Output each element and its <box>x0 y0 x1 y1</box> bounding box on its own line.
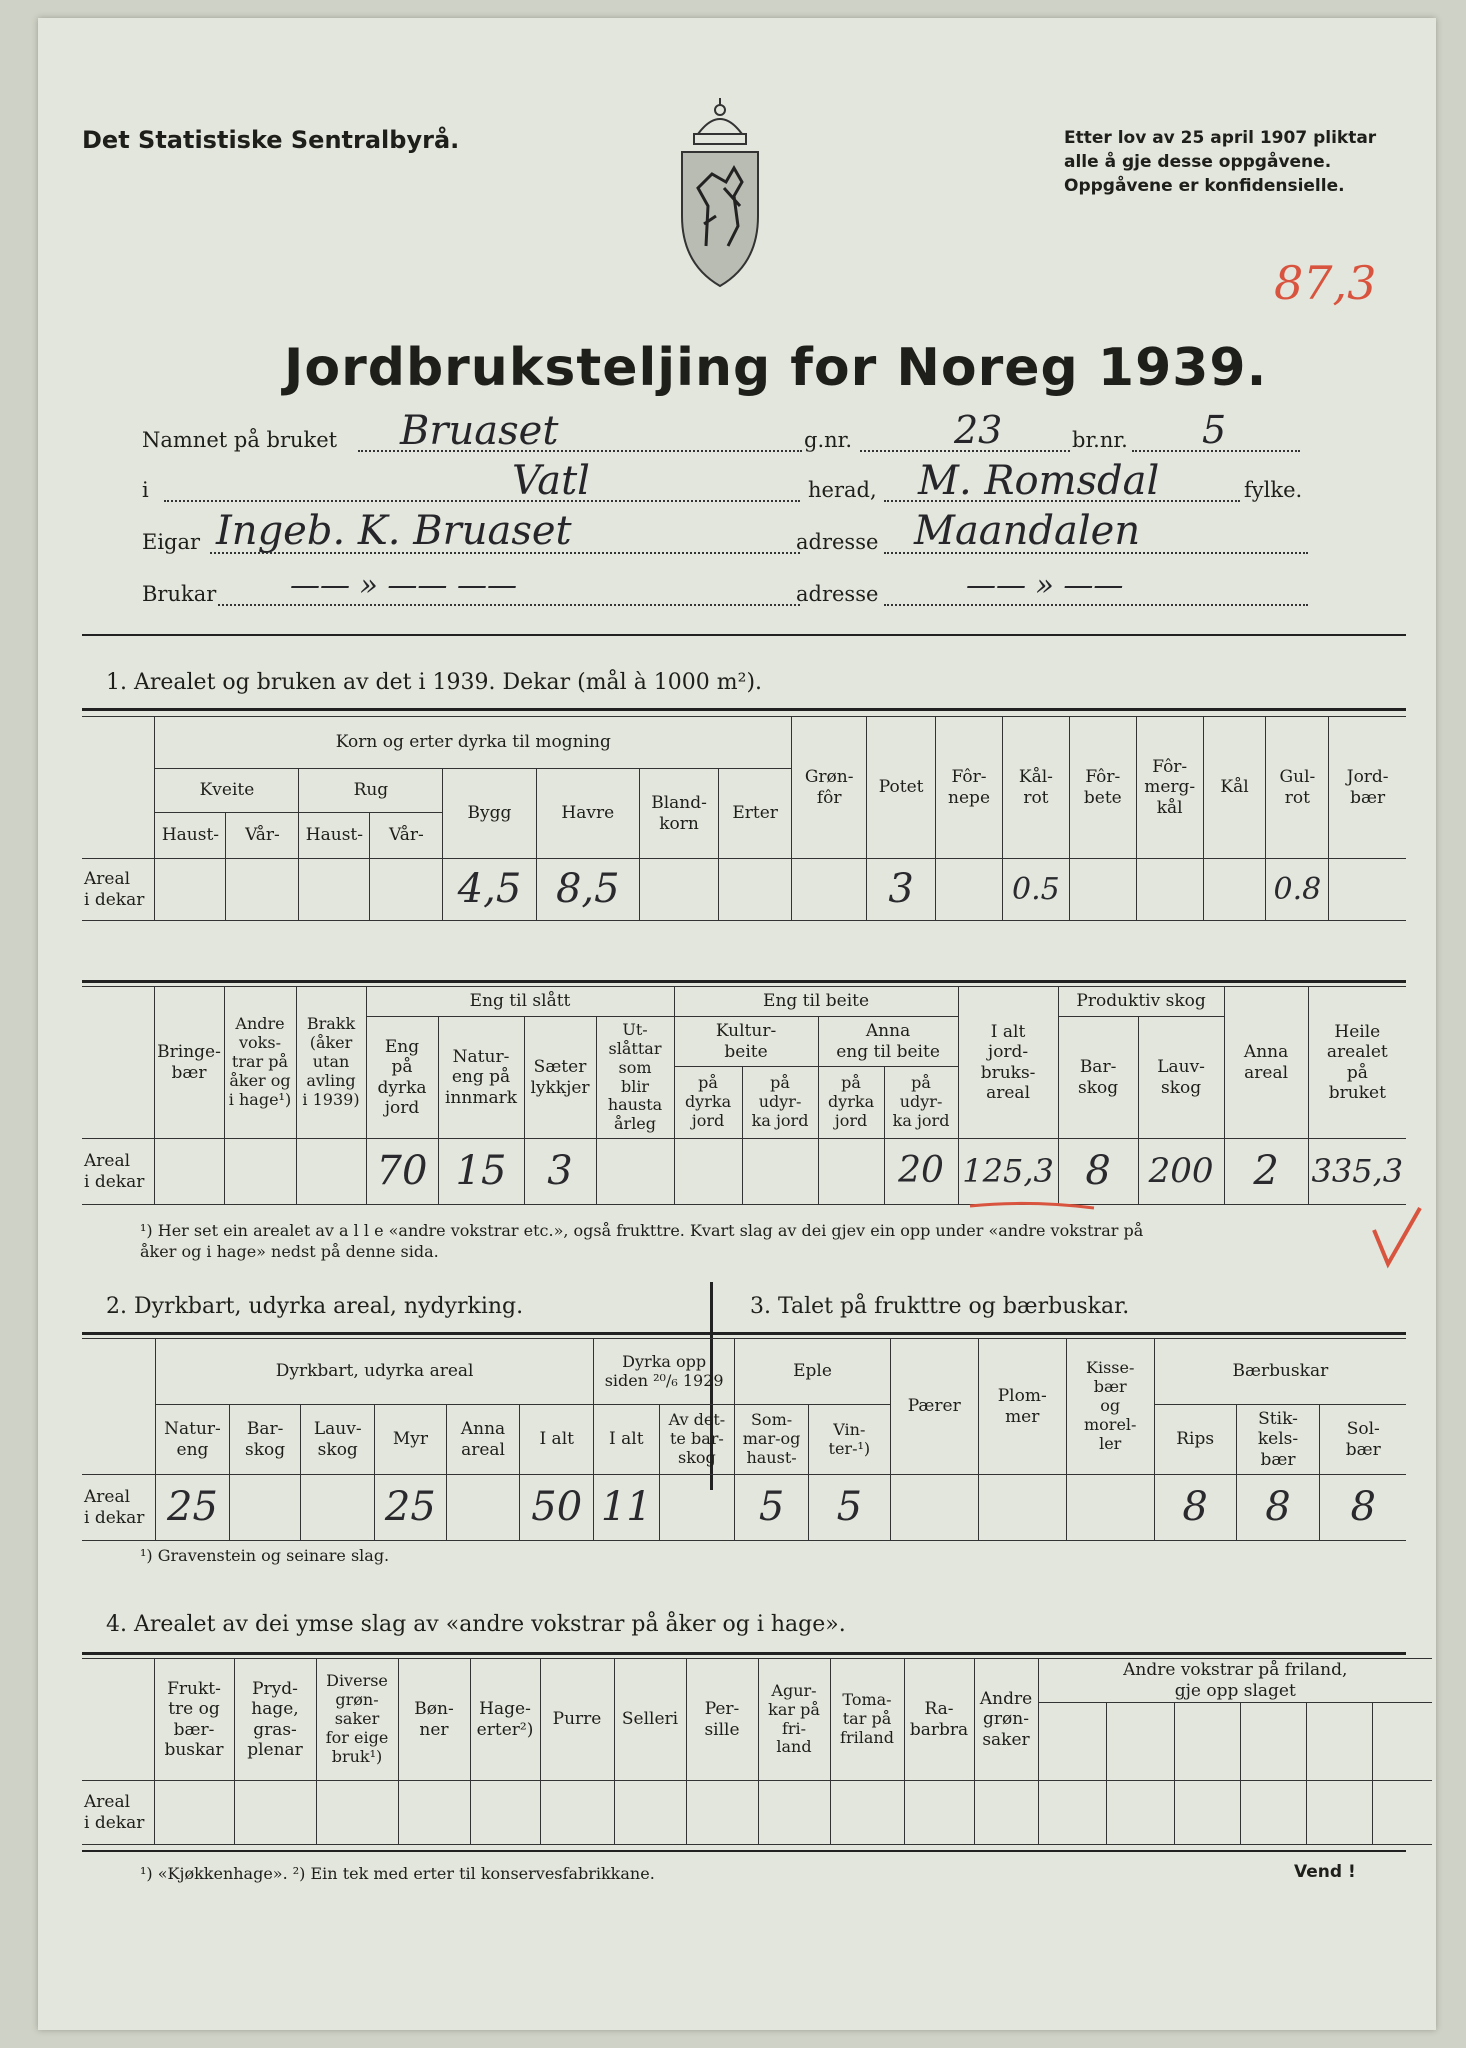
header-hageerter: Hage- erter²) <box>470 1659 540 1781</box>
header-tomatar: Toma- tar på friland <box>830 1659 904 1781</box>
cell-friland-4 <box>1240 1781 1306 1845</box>
cell-friland-2 <box>1106 1781 1174 1845</box>
cell-erter <box>719 859 792 921</box>
header-eple: Eple <box>735 1339 891 1405</box>
header-kalrot: Kål- rot <box>1002 717 1069 859</box>
cell-brakk <box>296 1139 366 1205</box>
header-jordbaer: Jord- bær <box>1329 717 1406 859</box>
cell-solbaer: 8 <box>1320 1475 1406 1541</box>
row-label-header-4 <box>82 1659 154 1781</box>
header-anna-areal-2: Anna areal <box>446 1405 520 1475</box>
header-lauvskog-2: Lauv- skog <box>301 1405 375 1475</box>
header-prydhage: Pryd- hage, gras- plenar <box>234 1659 316 1781</box>
header-frukttre: Frukt- tre og bær- buskar <box>154 1659 234 1781</box>
cell-anna-areal-2 <box>446 1475 520 1541</box>
header-kissebaer: Kisse- bær og morel- ler <box>1066 1339 1154 1475</box>
cell-persille <box>686 1781 758 1845</box>
cell-anna-udyrka: 20 <box>884 1139 958 1205</box>
cell-utslattar <box>596 1139 674 1205</box>
cell-kveite-haust <box>155 859 226 921</box>
cell-andre-gronsaker <box>974 1781 1038 1845</box>
section3-heading: 3. Talet på frukttre og bærbuskar. <box>750 1294 1130 1319</box>
cell-purre <box>540 1781 614 1845</box>
row-label: Areal i dekar <box>82 859 155 921</box>
cell-prydhage <box>234 1781 316 1845</box>
header-kulturbeite: Kultur- beite <box>674 1017 818 1067</box>
header-naturleg-eng: Natur- eng på innmark <box>438 1017 524 1139</box>
cell-jordbaer <box>1329 859 1406 921</box>
brukar-value: —— » —— —— <box>290 568 517 603</box>
header-friland-slot-1 <box>1038 1703 1106 1781</box>
header-rug: Rug <box>299 769 443 813</box>
eigar-label: Eigar <box>142 530 201 554</box>
cell-barskog: 8 <box>1058 1139 1138 1205</box>
farm-name-value: Bruaset <box>400 408 559 454</box>
header-produktiv-skog: Produktiv skog <box>1058 987 1224 1017</box>
header-lauvskog: Lauv- skog <box>1138 1017 1224 1139</box>
cell-sommar: 5 <box>735 1475 809 1541</box>
header-i-alt-dyrka: I alt <box>594 1405 659 1475</box>
header-eng-beite: Eng til beite <box>674 987 958 1017</box>
header-i-alt-jordbruk: I alt jord- bruks- areal <box>958 987 1058 1139</box>
cell-kultur-udyrka <box>742 1139 818 1205</box>
gnr-value: 23 <box>954 408 1003 452</box>
cell-eng-dyrka: 70 <box>366 1139 438 1205</box>
cell-anna-dyrka <box>818 1139 884 1205</box>
header-friland-slot-3 <box>1174 1703 1240 1781</box>
header-fornepe: Fôr- nepe <box>936 717 1003 859</box>
cell-i-alt-dyrka: 11 <box>594 1475 659 1541</box>
fylke-label: fylke. <box>1244 478 1303 502</box>
cell-rips: 8 <box>1154 1475 1236 1541</box>
cell-rug-haust <box>299 859 370 921</box>
header-rug-var: Vår- <box>370 813 443 859</box>
header-anna-dyrka: på dyrka jord <box>818 1067 884 1139</box>
org-name: Det Statistiske Sentralbyrå. <box>82 126 460 154</box>
header-rug-haust: Haust- <box>299 813 370 859</box>
cell-kveite-var <box>226 859 299 921</box>
footnote-section1: ¹) Her set ein arealet av a l l e «andre vokstrar etc.», også frukttre. Kvart slag av dei gjev ein opp under «andre vokstrar på åker og i hage» nedst på denne sida. <box>140 1221 1144 1261</box>
header-brakk: Brakk (åker utan avling i 1939) <box>296 987 366 1139</box>
herad-label: herad, <box>808 478 877 502</box>
eigar-adresse-value: Maandalen <box>914 508 1141 554</box>
header-av-dette: Av det- te bar- skog <box>659 1405 735 1475</box>
margin-note: 87,3 <box>1274 256 1377 310</box>
cell-friland-3 <box>1174 1781 1240 1845</box>
cell-i-alt-2: 50 <box>520 1475 594 1541</box>
header-gulrot: Gul- rot <box>1266 717 1329 859</box>
namnet-label: Namnet på bruket <box>142 428 338 452</box>
header-kveite-var: Vår- <box>226 813 299 859</box>
header-barskog: Bar- skog <box>1058 1017 1138 1139</box>
cell-blandkorn <box>640 859 719 921</box>
cell-havre: 8,5 <box>536 859 639 921</box>
law-line-1: Etter lov av 25 april 1907 pliktar <box>1064 128 1377 148</box>
table-area-use-1 <box>82 716 1406 921</box>
header-purre: Purre <box>540 1659 614 1781</box>
cell-stikkelsbaer: 8 <box>1236 1475 1320 1541</box>
cell-hageerter <box>470 1781 540 1845</box>
gnr-label: g.nr. <box>804 428 853 452</box>
row-label-header-3 <box>82 1339 156 1475</box>
header-friland-slot-6 <box>1372 1703 1432 1781</box>
cell-rug-var <box>370 859 443 921</box>
header-korn-erter: Korn og erter dyrka til mogning <box>155 717 792 769</box>
header-anna-areal: Anna areal <box>1224 987 1308 1139</box>
form-title: Jordbruksteljing for Noreg 1939. <box>284 338 1268 398</box>
header-saeter: Sæter lykkjer <box>524 1017 596 1139</box>
brnr-label: br.nr. <box>1072 428 1128 452</box>
header-barskog-2: Bar- skog <box>229 1405 301 1475</box>
header-rips: Rips <box>1154 1405 1236 1475</box>
eigar-adresse-label: adresse <box>796 530 879 554</box>
header-selleri: Selleri <box>614 1659 686 1781</box>
red-underline-mark <box>968 1198 1096 1212</box>
header-dyrkbart: Dyrkbart, udyrka areal <box>156 1339 594 1405</box>
footnote-section2: ¹) Gravenstein og seinare slag. <box>140 1546 390 1565</box>
cell-potet: 3 <box>867 859 936 921</box>
cell-lauvskog: 200 <box>1138 1139 1224 1205</box>
header-friland-slot-5 <box>1306 1703 1372 1781</box>
header-kultur-udyrka: på udyr- ka jord <box>742 1067 818 1139</box>
header-forbete: Fôr- bete <box>1069 717 1136 859</box>
header-sommar: Som- mar-og haust- <box>735 1405 809 1475</box>
header-havre: Havre <box>536 769 639 859</box>
header-blandkorn: Bland- korn <box>640 769 719 859</box>
header-naturleg-eng-2: Natur- eng <box>156 1405 230 1475</box>
cell-av-dette <box>659 1475 735 1541</box>
header-bygg: Bygg <box>443 769 536 859</box>
header-anna-eng: Anna eng til beite <box>818 1017 958 1067</box>
header-i-alt-2: I alt <box>520 1405 594 1475</box>
brukar-adresse-value: —— » —— <box>966 568 1124 603</box>
cell-friland-1 <box>1038 1781 1106 1845</box>
row-label-4: Areal i dekar <box>82 1781 154 1845</box>
cell-bonner <box>398 1781 470 1845</box>
header-eng-slatt: Eng til slått <box>366 987 674 1017</box>
brukar-adresse-label: adresse <box>796 582 879 606</box>
cell-naturleg-eng: 15 <box>438 1139 524 1205</box>
brukar-label: Brukar <box>142 582 217 606</box>
form-page <box>38 18 1436 2030</box>
table-dyrkbart-frukttre <box>82 1338 1406 1541</box>
cell-forbete <box>1069 859 1136 921</box>
header-kveite: Kveite <box>155 769 299 813</box>
cell-naturleg-eng-2: 25 <box>156 1475 230 1541</box>
cell-myr: 25 <box>375 1475 447 1541</box>
cell-bygg: 4,5 <box>443 859 536 921</box>
header-kultur-dyrka: på dyrka jord <box>674 1067 742 1139</box>
law-line-2: alle å gje desse oppgåvene. <box>1064 152 1332 172</box>
cell-kissebaer <box>1066 1475 1154 1541</box>
header-bringebaer: Bringe- bær <box>154 987 224 1139</box>
header-stikkelsbaer: Stik- kels- bær <box>1236 1405 1320 1475</box>
vend-note: Vend ! <box>1294 1862 1356 1882</box>
coat-of-arms-emblem <box>668 96 772 292</box>
cell-heile-arealet: 335,3 <box>1308 1139 1406 1205</box>
header-formergkal: Fôr- merg- kål <box>1136 717 1203 859</box>
cell-plommer <box>978 1475 1066 1541</box>
cell-anna-areal: 2 <box>1224 1139 1308 1205</box>
cell-rabarbra <box>904 1781 974 1845</box>
header-kal: Kål <box>1203 717 1266 859</box>
cell-lauvskog-2 <box>301 1475 375 1541</box>
header-erter: Erter <box>719 769 792 859</box>
cell-frukttre <box>154 1781 234 1845</box>
header-paerer: Pærer <box>890 1339 978 1475</box>
cell-tomatar <box>830 1781 904 1845</box>
header-eng-dyrka: Eng på dyrka jord <box>366 1017 438 1139</box>
cell-friland-5 <box>1306 1781 1372 1845</box>
row-label-3: Areal i dekar <box>82 1475 156 1541</box>
header-diverse-gronsaker: Diverse grøn- saker for eige bruk¹) <box>316 1659 398 1781</box>
header-andre-friland: Andre vokstrar på friland, gje opp slaget <box>1038 1659 1432 1703</box>
cell-i-alt-jordbruk: 125,3 <box>958 1139 1058 1205</box>
cell-bringebaer <box>154 1139 224 1205</box>
header-andre-gronsaker: Andre grøn- saker <box>974 1659 1038 1781</box>
cell-kalrot: 0.5 <box>1002 859 1069 921</box>
header-dyrka-opp: Dyrka opp siden ²⁰/₆ 1929 <box>594 1339 735 1405</box>
header-kveite-haust: Haust- <box>155 813 226 859</box>
header-heile-arealet: Heile arealet på bruket <box>1308 987 1406 1139</box>
header-baerbuskar: Bærbuskar <box>1154 1339 1406 1405</box>
table-area-use-2 <box>82 986 1406 1205</box>
cell-saeter: 3 <box>524 1139 596 1205</box>
eigar-value: Ingeb. K. Bruaset <box>216 508 572 554</box>
herad-value: Vatl <box>512 458 590 504</box>
law-line-3: Oppgåvene er konfidensielle. <box>1064 176 1345 196</box>
header-andre-vokstrar: Andre voks- trar på åker og i hage¹) <box>224 987 296 1139</box>
header-anna-udyrka: på udyr- ka jord <box>884 1067 958 1139</box>
cell-formergkal <box>1136 859 1203 921</box>
header-vinter: Vin- ter-¹) <box>808 1405 890 1475</box>
cell-barskog-2 <box>229 1475 301 1541</box>
cell-vinter: 5 <box>808 1475 890 1541</box>
section2-heading: 2. Dyrkbart, udyrka areal, nydyrking. <box>106 1294 524 1319</box>
fylke-value: M. Romsdal <box>918 458 1160 504</box>
header-friland-slot-2 <box>1106 1703 1174 1781</box>
header-agurkar: Agur- kar på fri- land <box>758 1659 830 1781</box>
section4-heading: 4. Arealet av dei ymse slag av «andre vokstrar på åker og i hage». <box>106 1612 846 1637</box>
row-label-2: Areal i dekar <box>82 1139 154 1205</box>
table-andre-vokstrar <box>82 1658 1432 1845</box>
cell-selleri <box>614 1781 686 1845</box>
header-gronfor: Grøn- fôr <box>792 717 867 859</box>
header-plommer: Plom- mer <box>978 1339 1066 1475</box>
cell-gulrot: 0.8 <box>1266 859 1329 921</box>
header-myr: Myr <box>375 1405 447 1475</box>
header-friland-slot-4 <box>1240 1703 1306 1781</box>
cell-paerer <box>890 1475 978 1541</box>
header-persille: Per- sille <box>686 1659 758 1781</box>
header-rabarbra: Ra- barbra <box>904 1659 974 1781</box>
cell-fornepe <box>936 859 1003 921</box>
header-potet: Potet <box>867 717 936 859</box>
footnote-section4: ¹) «Kjøkkenhage». ²) Ein tek med erter til konservesfabrikkane. <box>140 1864 655 1883</box>
row-label-header <box>82 717 155 859</box>
header-solbaer: Sol- bær <box>1320 1405 1406 1475</box>
cell-gronfor <box>792 859 867 921</box>
header-utslattar: Ut- slåttar som blir hausta årleg <box>596 1017 674 1139</box>
cell-kultur-dyrka <box>674 1139 742 1205</box>
cell-kal <box>1203 859 1266 921</box>
cell-friland-6 <box>1372 1781 1432 1845</box>
law-notice <box>1064 126 1376 198</box>
cell-agurkar <box>758 1781 830 1845</box>
brnr-value: 5 <box>1202 408 1227 452</box>
cell-andre-vokstrar <box>224 1139 296 1205</box>
row-label-header-2 <box>82 987 154 1139</box>
i-label: i <box>142 478 149 502</box>
header-bonner: Bøn- ner <box>398 1659 470 1781</box>
cell-diverse <box>316 1781 398 1845</box>
section1-heading: 1. Arealet og bruken av det i 1939. Dekar (mål à 1000 m²). <box>106 670 763 695</box>
